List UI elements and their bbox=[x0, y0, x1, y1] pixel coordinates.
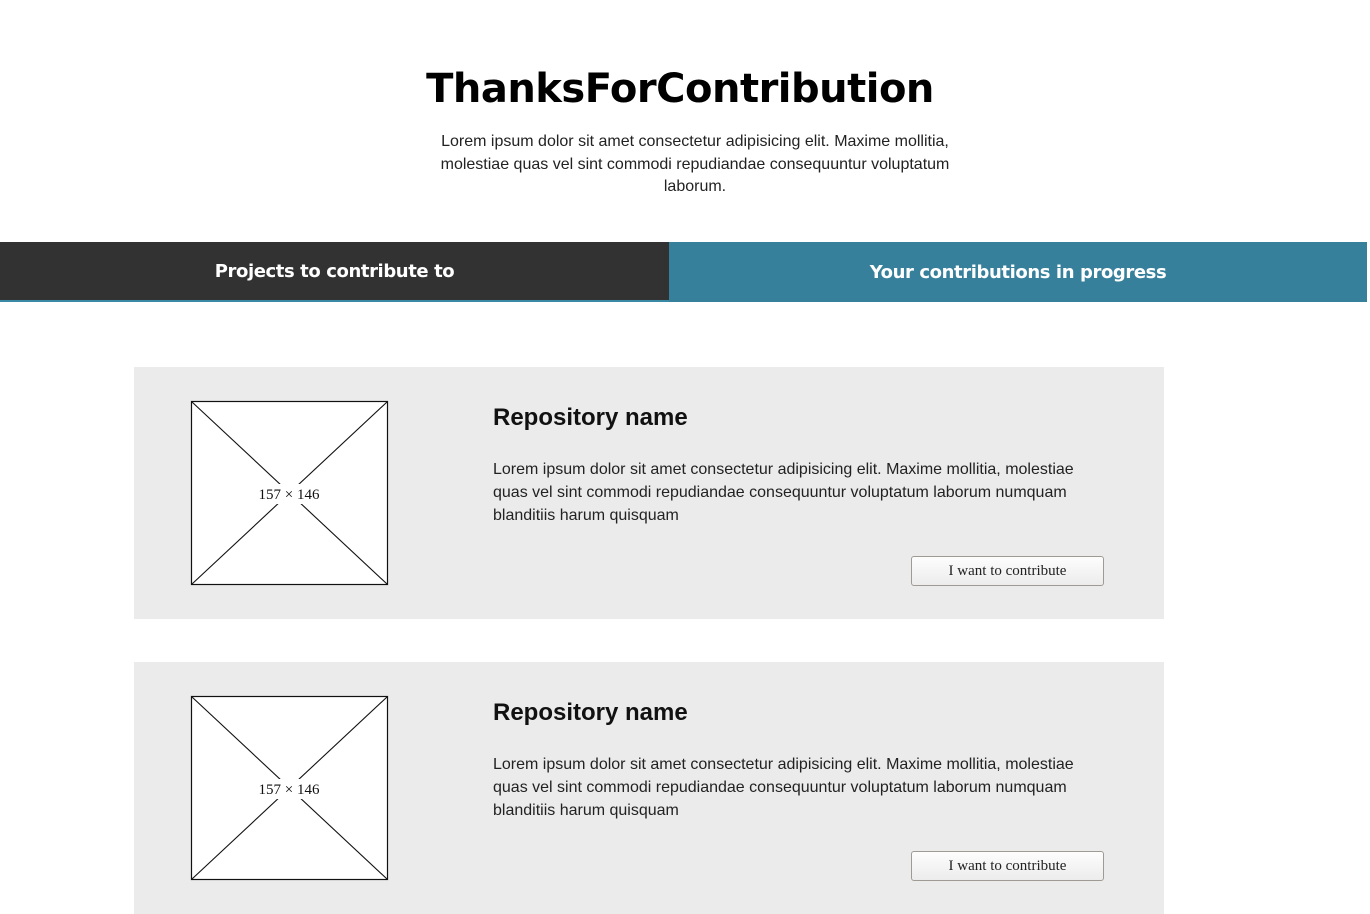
repository-card bbox=[134, 662, 1164, 914]
contribute-button[interactable]: I want to contribute bbox=[911, 851, 1104, 881]
contribute-button[interactable]: I want to contribute bbox=[911, 556, 1104, 586]
page-subtitle: Lorem ipsum dolor sit amet consectetur adipisicing elit. Maxime mollitia, molestiae quas vel sint commodi repudiandae consequuntur voluptatum laborum. bbox=[440, 133, 950, 195]
thumbnail-label: 157 × 146 bbox=[258, 487, 320, 503]
repository-description: Lorem ipsum dolor sit amet consectetur adipisicing elit. Maxime mollitia, molestiae quas vel sint commodi repudiandae consequuntur voluptatum laborum numquam blanditiis harum quisquam bbox=[493, 756, 1074, 819]
tab-projects-to-contribute[interactable] bbox=[0, 242, 669, 302]
placeholder-image-icon bbox=[191, 696, 388, 880]
tab-label: Projects to contribute to bbox=[214, 260, 455, 282]
page-title: ThanksForContribution bbox=[426, 66, 934, 112]
thumbnail-label: 157 × 146 bbox=[258, 782, 320, 798]
placeholder-image-icon bbox=[191, 401, 388, 585]
tab-contributions-in-progress[interactable] bbox=[669, 242, 1367, 302]
repository-name: Repository name bbox=[493, 699, 688, 726]
repository-description: Lorem ipsum dolor sit amet consectetur adipisicing elit. Maxime mollitia, molestiae quas vel sint commodi repudiandae consequuntur voluptatum laborum numquam blanditiis harum quisquam bbox=[493, 461, 1074, 524]
repository-card bbox=[134, 367, 1164, 619]
tab-label: Your contributions in progress bbox=[869, 261, 1167, 283]
tab-bar bbox=[0, 242, 1367, 302]
repository-name: Repository name bbox=[493, 404, 688, 431]
